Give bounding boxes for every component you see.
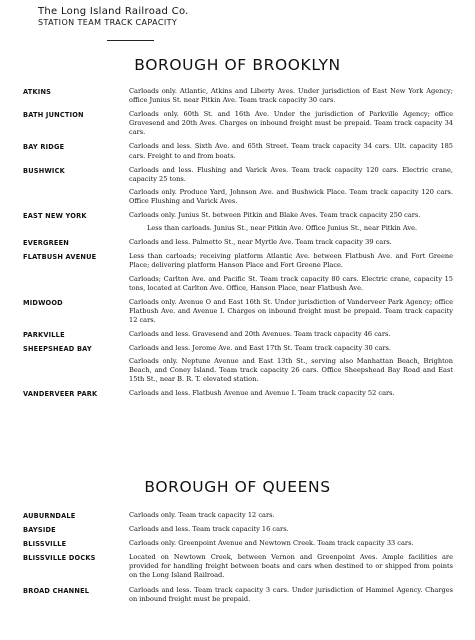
station-entry-atkins	[0, 87, 475, 105]
description-paragraph: Carloads and less. Flushing and Varick Aves. Team track capacity 120 cars. Electric crane, capacity 25 tons.	[129, 165, 453, 183]
description-paragraph: Carloads only. Greenpoint Avenue and Newtown Creek. Team track capacity 33 cars.	[129, 539, 414, 548]
document-header	[38, 5, 189, 28]
description-paragraph: Carloads only. Neptune Avenue and East 13th St., serving also Manhattan Beach, Brighton Beach, and Coney Island. Team track capacity 26 cars. Office Sheepshead Bay Road and East 15th St., near B. R. T. elevated station.	[129, 357, 453, 384]
description-paragraph: Carloads and less. Jerome Ave. and East 17th St. Team track capacity 30 cars.	[129, 344, 392, 353]
station-name: BAYSIDE	[23, 526, 56, 535]
brooklyn-station-list	[0, 87, 475, 404]
station-name: EAST NEW YORK	[23, 212, 87, 221]
description-paragraph: Carloads and less. Palmetto St., near Myrtle Ave. Team track capacity 39 cars.	[129, 238, 392, 247]
station-entry-flatbush-avenue	[0, 252, 475, 292]
station-entry-midwood	[0, 298, 475, 325]
description-paragraph: Carloads and less. Team track capacity 16 cars.	[129, 525, 289, 534]
description-paragraph: Carloads only. Produce Yard, Johnson Ave. and Bushwick Place. Team track capacity 120 cars. Office Flushing and Varick Aves.	[129, 187, 453, 205]
station-name: BLISSVILLE	[23, 540, 67, 549]
section-title-queens: BOROUGH OF QUEENS	[144, 478, 331, 496]
station-name: PARKVILLE	[23, 330, 65, 339]
station-entry-blissville	[0, 539, 475, 548]
description-paragraph: Carloads and less. Team track capacity 3 cars. Under jurisdiction of Hammel Agency. Charges on inbound freight must be prepaid.	[129, 585, 453, 603]
station-description	[129, 330, 453, 339]
description-paragraph: Carloads only. 60th St. and 16th Ave. Under the jurisdiction of Parkville Agency; office Gravesend and 20th Aves. Charges on inbound freight must be prepaid. Team track capacity 34 cars.	[129, 110, 453, 137]
station-description	[129, 389, 453, 398]
station-description	[129, 539, 453, 548]
document-subtitle: STATION TEAM TRACK CAPACITY	[38, 18, 178, 27]
station-description	[129, 553, 453, 580]
station-entry-evergreen	[0, 238, 475, 247]
description-paragraph: Less than carloads. Junius St., near Pitkin Ave. Office Junius St., near Pitkin Ave.	[147, 224, 418, 233]
station-description	[129, 238, 453, 247]
station-description	[129, 586, 453, 604]
station-entry-east-new-york	[0, 211, 475, 233]
station-entry-bay-ridge	[0, 142, 475, 160]
station-entry-blissville-docks	[0, 553, 475, 580]
description-paragraph: Carloads; Carlton Ave. and Pacific St. Team track capacity 80 cars. Electric crane, capacity 15 tons, located at Carlton Ave. Office, Hanson Place, near Flatbush Ave.	[129, 274, 453, 292]
station-name: BAY RIDGE	[23, 143, 65, 152]
station-name: BATH JUNCTION	[23, 111, 84, 120]
station-description	[129, 252, 453, 292]
station-description	[129, 525, 453, 534]
station-name: BUSHWICK	[23, 166, 65, 175]
station-entry-vanderveer-park	[0, 389, 475, 398]
description-paragraph: Carloads and less. Sixth Ave. and 65th Street. Team track capacity 34 cars. Ult. capacity 185 cars. Freight to and from boats.	[129, 142, 453, 160]
description-paragraph: Carloads and less. Gravesend and 20th Avenues. Team track capacity 46 cars.	[129, 329, 391, 338]
description-paragraph: Carloads only. Avenue O and East 16th St. Under jurisdiction of Vanderveer Park Agency; office Flatbush Ave. and Avenue I. Charges on inbound freight must be prepaid. Team track capacity 12 cars.	[129, 297, 453, 324]
header-divider	[107, 40, 154, 41]
station-name: SHEEPSHEAD BAY	[23, 345, 92, 354]
description-paragraph: Carloads and less. Flatbush Avenue and Avenue I. Team track capacity 52 cars.	[129, 389, 395, 398]
station-name: BLISSVILLE DOCKS	[23, 554, 96, 563]
description-paragraph: Less than carloads; receiving platform Atlantic Ave. between Flatbush Ave. and Fort Greene Place; delivering platform Hanson Place and Fort Greene Place.	[129, 252, 453, 270]
station-name: ATKINS	[23, 88, 52, 96]
station-description	[129, 511, 453, 520]
station-entry-broad-channel	[0, 586, 475, 604]
section-title-brooklyn: BOROUGH OF BROOKLYN	[134, 56, 341, 74]
station-description	[129, 211, 453, 233]
station-description	[129, 110, 453, 137]
description-paragraph: Located on Newtown Creek, between Vernon and Greenpoint Aves. Ample facilities are provided for handling freight between boats and cars when destined to or shipped from points on the Long Island Railroad.	[129, 553, 453, 580]
station-description	[129, 142, 453, 160]
description-paragraph: Carloads only. Junius St. between Pitkin and Blake Aves. Team track capacity 250 cars.	[129, 211, 421, 220]
station-name: MIDWOOD	[23, 298, 63, 307]
company-name: The Long Island Railroad Co.	[38, 6, 189, 17]
station-description	[129, 87, 453, 105]
queens-station-list	[0, 511, 475, 609]
description-paragraph: Carloads only. Atlantic, Atkins and Liberty Aves. Under jurisdiction of East New York Agency; office Junius St. near Pitkin Ave. Team track capacity 30 cars.	[129, 87, 453, 105]
station-entry-parkville	[0, 330, 475, 339]
station-entry-sheepshead-bay	[0, 344, 475, 384]
station-description	[129, 344, 453, 384]
station-name: AUBURNDALE	[23, 512, 76, 520]
station-name: FLATBUSH AVENUE	[23, 253, 97, 262]
description-paragraph: Carloads only. Team track capacity 12 cars.	[129, 511, 275, 519]
station-entry-bushwick	[0, 166, 475, 206]
station-description	[129, 298, 453, 325]
station-name: EVERGREEN	[23, 239, 70, 248]
station-entry-auburndale	[0, 511, 475, 520]
station-name: BROAD CHANNEL	[23, 586, 90, 595]
station-entry-bath-junction	[0, 110, 475, 137]
station-description	[129, 166, 453, 206]
station-entry-bayside	[0, 525, 475, 534]
station-name: VANDERVEER PARK	[23, 390, 98, 399]
